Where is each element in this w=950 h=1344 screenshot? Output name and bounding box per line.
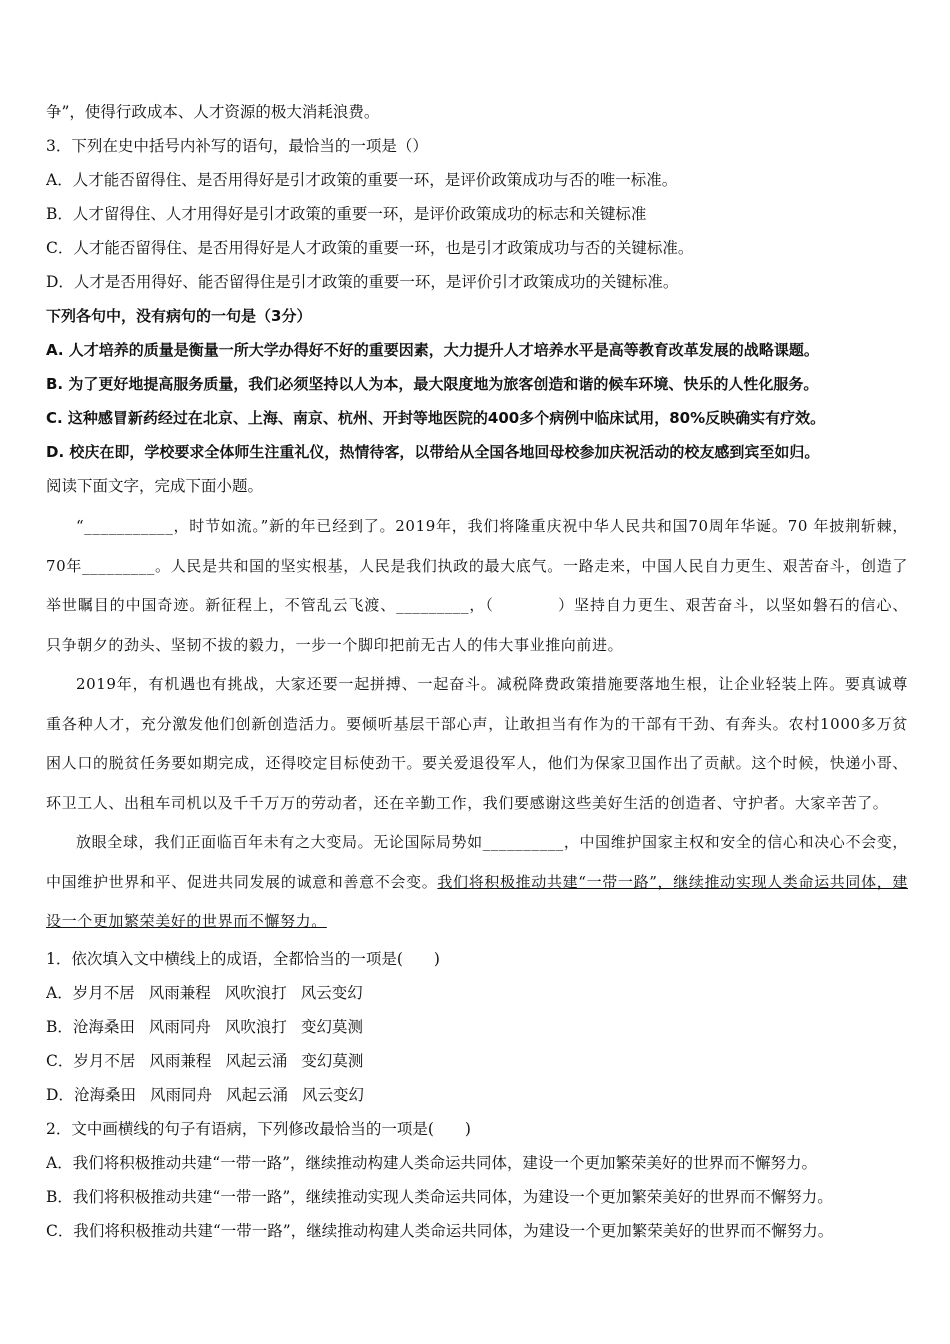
option-label: B． xyxy=(46,1017,73,1036)
idiom-choice: 变幻莫测 xyxy=(300,1017,363,1036)
idiom-choice: 沧海桑田 xyxy=(72,1017,135,1036)
continued-text: 争”，使得行政成本、人才资源的极大消耗浪费。 xyxy=(46,103,380,121)
question-3-option-a: A．人才能否留得住、是否用得好是引才政策的重要一环，是评价政策成功与否的唯一标准。 xyxy=(46,171,678,189)
passage-paragraph-3-text: 放眼全球，我们正面临百年未有之大变局。无论国际局势如__________，中国维护国家主权和安全的信心和决心不会变，中国维护世界和平、促进共同发展的诚意和善意不会变。 xyxy=(46,833,908,891)
idiom-choice: 变幻莫测 xyxy=(301,1051,364,1070)
option-label: A． xyxy=(46,983,73,1002)
question-2-option-a: A．我们将积极推动共建“一带一路”，继续推动构建人类命运共同体，建设一个更加繁荣美好的世界而不懈努力。 xyxy=(46,1153,818,1172)
idiom-choice: 风云变幻 xyxy=(301,1085,364,1104)
question-3-stem: 3．下列在史中括号内补写的语句，最恰当的一项是（） xyxy=(46,137,428,155)
idiom-choice: 风雨同舟 xyxy=(148,1017,211,1036)
question-1-options xyxy=(46,976,908,1112)
question-3-option-c: C．人才能否留得住、是否用得好是人才政策的重要一环，也是引才政策成功与否的关键标准。 xyxy=(46,239,694,257)
question-1-option-d xyxy=(46,1078,908,1112)
idiom-choice: 岁月不居 xyxy=(72,983,135,1002)
sick-sentence-title: 下列各句中，没有病句的一句是（3分） xyxy=(46,307,312,325)
idiom-choice: 岁月不居 xyxy=(73,1051,136,1070)
idiom-choice: 风起云涌 xyxy=(225,1051,288,1070)
idiom-choice: 沧海桑田 xyxy=(73,1085,136,1104)
idiom-choice: 风起云涌 xyxy=(225,1085,288,1104)
document-page xyxy=(46,95,908,1248)
passage-paragraph-3 xyxy=(46,823,908,942)
question-1-option-c xyxy=(46,1044,908,1078)
reading-passage xyxy=(46,507,908,942)
option-label: D． xyxy=(46,1085,74,1104)
question-3-option-b: B．人才留得住、人才用得好是引才政策的重要一环，是评价政策成功的标志和关键标准 xyxy=(46,205,647,223)
reading-intro: 阅读下面文字，完成下面小题。 xyxy=(46,477,264,495)
idiom-choice: 风雨同舟 xyxy=(149,1085,212,1104)
idiom-choice: 风吹浪打 xyxy=(224,983,287,1002)
question-1-option-a xyxy=(46,976,908,1010)
question-1-stem: 1．依次填入文中横线上的成语，全都恰当的一项是( ) xyxy=(46,949,440,968)
passage-paragraph-1 xyxy=(46,507,908,665)
idiom-choice: 风云变幻 xyxy=(300,983,363,1002)
question-3-option-d: D．人才是否用得好、能否留得住是引才政策的重要一环，是评价引才政策成功的关键标准。 xyxy=(46,273,679,291)
sick-option-d: D. 校庆在即，学校要求全体师生注重礼仪，热情待客，以带给从全国各地回母校参加庆祝活动的校友感到宾至如归。 xyxy=(46,443,820,461)
question-1-option-b xyxy=(46,1010,908,1044)
question-2-option-c: C．我们将积极推动共建“一带一路”，继续推动构建人类命运共同体，为建设一个更加繁荣美好的世界而不懈努力。 xyxy=(46,1221,834,1240)
idiom-choice: 风雨兼程 xyxy=(149,1051,212,1070)
sick-option-c: C. 这种感冒新药经过在北京、上海、南京、杭州、开封等地医院的400多个病例中临床试用，80%反映确实有疗效。 xyxy=(46,409,826,427)
question-2-option-b: B．我们将积极推动共建“一带一路”，继续推动实现人类命运共同体，为建设一个更加繁荣美好的世界而不懈努力。 xyxy=(46,1187,833,1206)
passage-paragraph-1-part-2: ）坚持自力更生、艰苦奋斗，以坚如磐石的信心、只争朝夕的劲头、坚韧不拔的毅力，一步一个脚印把前无古人的伟大事业推向前进。 xyxy=(46,596,908,654)
passage-paragraph-1-part-1: “___________，时节如流。”新的年已经到了。2019年，我们将隆重庆祝中华人民共和国70周年华诞。70 年披荆斩棘，70年_________。人民是共和国的坚实根基，人民是我们执政的最大底气。一路走来，中国人民自力更生、艰苦奋斗，创造了举世瞩目的中国奇迹。新征程上，不管乱云飞渡、_________，（ xyxy=(46,517,908,614)
option-label: C． xyxy=(46,1051,74,1070)
idiom-choice: 风雨兼程 xyxy=(148,983,211,1002)
question-2-stem: 2．文中画横线的句子有语病，下列修改最恰当的一项是( ) xyxy=(46,1119,471,1138)
underlined-sentence: 我们将积极推动共建“一带一路”，继续推动实现人类命运共同体，建设一个更加繁荣美好的世界而不懈努力。 xyxy=(46,872,908,930)
passage-paragraph-2: 2019年，有机遇也有挑战，大家还要一起拼搏、一起奋斗。减税降费政策措施要落地生根，让企业轻装上阵。要真诚尊重各种人才，充分激发他们创新创造活力。要倾听基层干部心声，让敢担当有作为的干部有干劲、有奔头。农村1000多万贫困人口的脱贫任务要如期完成，还得咬定目标使劲干。要关爱退役军人，他们为保家卫国作出了贡献。这个时候，快递小哥、环卫工人、出租车司机以及千千万万的劳动者，还在辛勤工作，我们要感谢这些美好生活的创造者、守护者。大家辛苦了。 xyxy=(46,675,908,812)
sick-option-a: A. 人才培养的质量是衡量一所大学办得好不好的重要因素，大力提升人才培养水平是高等教育改革发展的战略课题。 xyxy=(46,341,819,359)
sick-option-b: B. 为了更好地提高服务质量，我们必须坚持以人为本，最大限度地为旅客创造和谐的候车环境、快乐的人性化服务。 xyxy=(46,375,819,393)
idiom-choice: 风吹浪打 xyxy=(224,1017,287,1036)
